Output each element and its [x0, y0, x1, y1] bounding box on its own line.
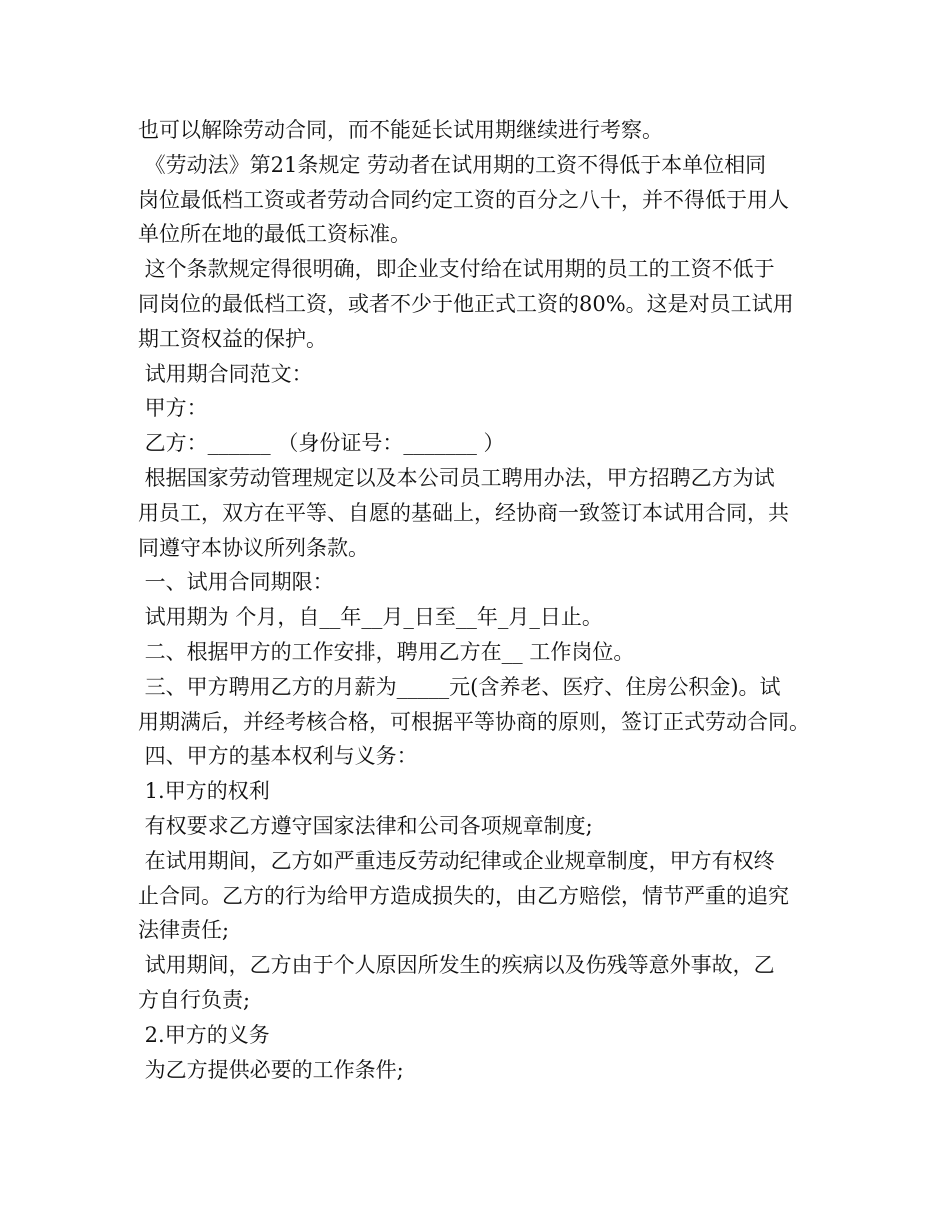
text-line: 同遵守本协议所列条款。 — [138, 535, 369, 560]
subclause-heading: 2.甲方的义务 — [138, 1022, 270, 1047]
clause-heading: 三、甲方聘用乙方的月薪为_____元(含养老、医疗、住房公积金)。试 — [138, 674, 781, 699]
text-line: 《劳动法》第21条规定 劳动者在试用期的工资不得低于本单位相同 — [138, 152, 767, 177]
text-line: 法律责任; — [138, 918, 230, 943]
party-a-line: 甲方： — [138, 396, 208, 421]
subclause-heading: 1.甲方的权利 — [138, 779, 270, 804]
clause-heading: 二、根据甲方的工作安排，聘用乙方在__ 工作岗位。 — [138, 639, 635, 664]
text-line: 这个条款规定得很明确，即企业支付给在试用期的员工的工资不低于 — [138, 257, 775, 282]
text-line: 为乙方提供必要的工作条件; — [138, 1057, 404, 1082]
clause-heading: 四、甲方的基本权利与义务： — [138, 744, 418, 769]
text-line: 单位所在地的最低工资标准。 — [138, 222, 411, 247]
text-line: 有权要求乙方遵守国家法律和公司各项规章制度; — [138, 813, 593, 838]
text-line: 同岗位的最低档工资，或者不少于他正式工资的80%。这是对员工试用 — [138, 291, 794, 316]
text-line: 用期满后，并经考核合格，可根据平等协商的原则，签订正式劳动合同。 — [138, 709, 810, 734]
document-page — [138, 113, 828, 1087]
party-b-line: 乙方：______ （身份证号：_______ ） — [138, 431, 505, 456]
clause-heading: 一、试用合同期限： — [138, 570, 334, 595]
text-line: 也可以解除劳动合同，而不能延长试用期继续进行考察。 — [138, 118, 663, 142]
text-line: 根据国家劳动管理规定以及本公司员工聘用办法，甲方招聘乙方为试 — [138, 465, 775, 490]
text-line: 岗位最低档工资或者劳动合同约定工资的百分之八十，并不得低于用人 — [138, 187, 789, 212]
text-line: 止合同。乙方的行为给甲方造成损失的，由乙方赔偿，情节严重的追究 — [138, 883, 789, 908]
text-line: 期工资权益的保护。 — [138, 326, 327, 351]
text-line: 用员工，双方在平等、自愿的基础上，经协商一致签订本试用合同，共 — [138, 500, 789, 525]
section-heading: 试用期合同范文： — [138, 361, 313, 386]
text-line: 在试用期间，乙方如严重违反劳动纪律或企业规章制度，甲方有权终 — [138, 848, 775, 873]
text-line: 试用期为 个月，自__年__月_日至__年_月_日止。 — [138, 605, 603, 630]
text-line: 方自行负责; — [138, 987, 251, 1012]
text-line: 试用期间，乙方由于个人原因所发生的疾病以及伤残等意外事故，乙 — [138, 953, 775, 978]
